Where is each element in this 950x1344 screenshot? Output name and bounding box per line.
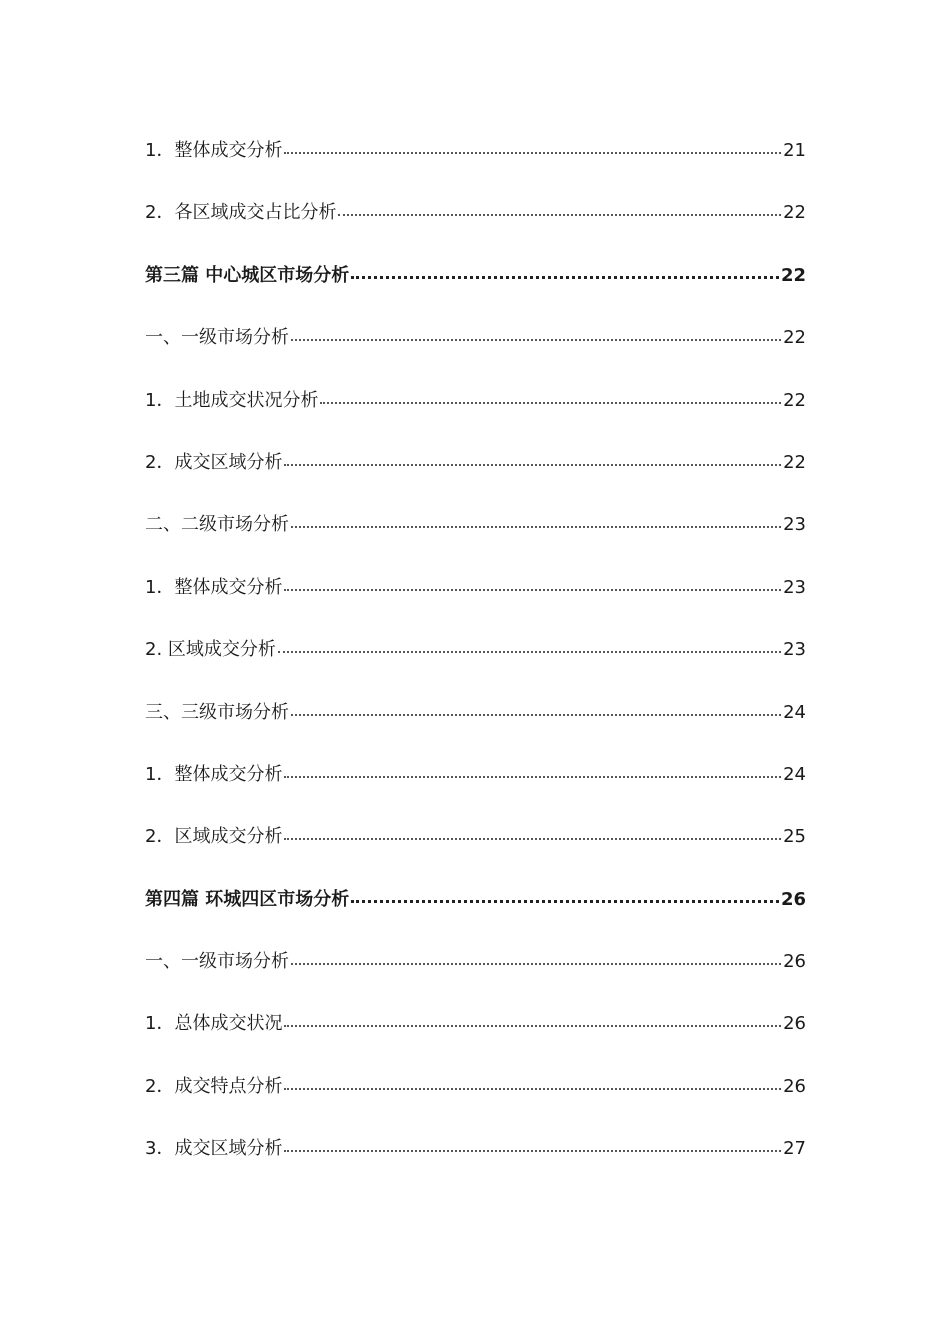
toc-entry[interactable] [145,760,806,822]
toc-entry-title: 1．总体成交状况 [145,1013,283,1035]
toc-entry[interactable] [145,198,806,260]
toc-entry-title: 3．成交区域分析 [145,1138,283,1160]
toc-page-number: 22 [783,327,806,349]
toc-entry[interactable] [145,1134,806,1196]
toc-page-number: 26 [783,1075,806,1097]
toc-dot-leader [284,1009,781,1029]
toc-page-number: 26 [783,951,806,973]
toc-entry-title: 一、一级市场分析 [145,951,289,973]
toc-entry[interactable] [145,136,806,198]
toc-entry-title: 1．土地成交状况分析 [145,389,319,411]
toc-page-number: 22 [783,202,806,224]
toc-dot-leader [351,885,779,905]
toc-entry[interactable] [145,386,806,448]
toc-entry-title: 二、二级市场分析 [145,514,289,536]
toc-dot-leader [284,760,781,780]
toc-entry[interactable] [145,1072,806,1134]
toc-entry-part[interactable] [145,885,806,947]
toc-entry[interactable] [145,573,806,635]
toc-dot-leader [320,386,781,406]
toc-dot-leader [284,1134,781,1154]
toc-page-number: 25 [783,826,806,848]
toc-entry[interactable] [145,635,806,697]
toc-entry-title: 1．整体成交分析 [145,763,283,785]
toc-entry-title: 一、一级市场分析 [145,327,289,349]
toc-dot-leader [351,261,779,281]
toc-page-number: 22 [783,451,806,473]
toc-entry-title: 2．区域成交分析 [145,826,283,848]
toc-dot-leader [291,323,781,343]
toc-entry[interactable] [145,510,806,572]
toc-dot-leader [291,947,781,967]
toc-dot-leader [284,136,781,156]
toc-entry[interactable] [145,448,806,510]
toc-page-number: 23 [783,514,806,536]
toc-page-number: 22 [780,264,806,286]
toc-entry-part[interactable] [145,261,806,323]
toc-entry-title: 第三篇 中心城区市场分析 [145,264,350,286]
toc-entry[interactable] [145,1009,806,1071]
toc-entry[interactable] [145,822,806,884]
toc-dot-leader [291,698,781,718]
toc-entry[interactable] [145,698,806,760]
toc-entry-title: 三、三级市场分析 [145,701,289,723]
toc-page-number: 23 [783,576,806,598]
toc-page-number: 26 [783,1013,806,1035]
toc-dot-leader [284,448,781,468]
toc-page-number: 27 [783,1138,806,1160]
toc-entry[interactable] [145,947,806,1009]
toc-page-number: 21 [783,140,806,161]
toc-entry-title: 2．各区域成交占比分析 [145,202,337,224]
toc-dot-leader [284,822,781,842]
toc-dot-leader [284,573,781,593]
toc-entry-title: 1．整体成交分析 [145,140,283,161]
toc-page-number: 26 [780,888,806,910]
toc-dot-leader [338,198,781,218]
toc-page-number: 22 [783,389,806,411]
toc-dot-leader [278,635,781,655]
toc-entry-title: 2. 区域成交分析 [145,639,276,661]
toc-page-number: 24 [783,701,806,723]
table-of-contents [145,136,806,1197]
toc-page-number: 23 [783,639,806,661]
toc-dot-leader [284,1072,781,1092]
toc-entry-title: 第四篇 环城四区市场分析 [145,888,350,910]
toc-entry-title: 1．整体成交分析 [145,576,283,598]
toc-entry[interactable] [145,323,806,385]
toc-page-number: 24 [783,763,806,785]
toc-entry-title: 2．成交区域分析 [145,451,283,473]
toc-entry-title: 2．成交特点分析 [145,1075,283,1097]
toc-dot-leader [291,510,781,530]
